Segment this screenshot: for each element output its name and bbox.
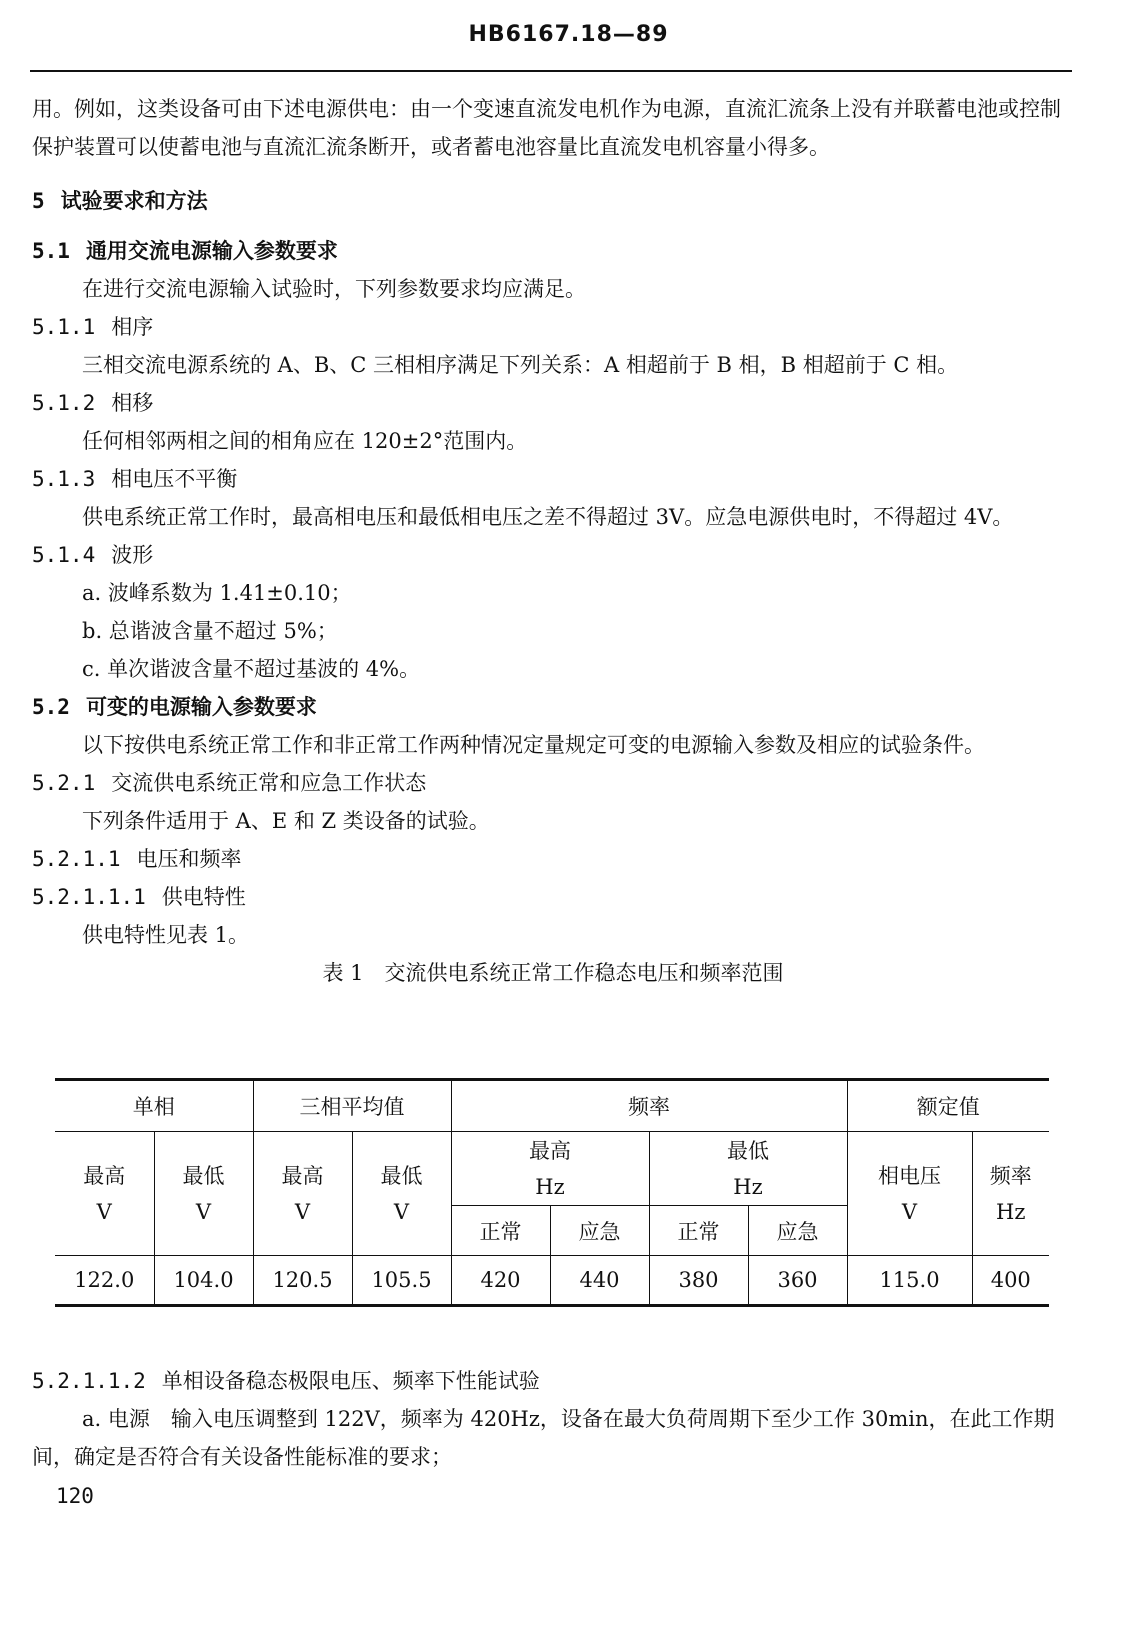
- table-header-cell: [451, 1132, 649, 1206]
- table-cell: 122.0: [55, 1256, 154, 1306]
- section-title: 波形: [111, 543, 154, 567]
- section-5-2-1-1-1-heading: [32, 878, 1074, 916]
- table-cell: 120.5: [253, 1256, 352, 1306]
- section-5-1-text: 在进行交流电源输入试验时，下列参数要求均应满足。: [82, 277, 586, 301]
- document-code-header: HB6167.18—89: [468, 22, 669, 47]
- table-header-cell: [352, 1132, 451, 1256]
- section-5-1-3-heading: [32, 460, 1074, 498]
- section-number: 5.1.4: [32, 543, 96, 567]
- section-title: 相电压不平衡: [111, 467, 238, 491]
- section-number: 5.1: [32, 239, 70, 263]
- col-unit: V: [393, 1199, 410, 1224]
- table-header-single-phase: 单相: [55, 1080, 253, 1132]
- list-item: a. 波峰系数为 1.41±0.10；: [82, 581, 352, 605]
- table-header-cell: [972, 1132, 1049, 1256]
- table-header-cell: [55, 1132, 154, 1256]
- table-cell: 104.0: [154, 1256, 253, 1306]
- list-item: c. 单次谐波含量不超过基波的 4%。: [82, 657, 421, 681]
- table-header-cell: [154, 1132, 253, 1256]
- table-caption: 表 1 交流供电系统正常工作稳态电压和频率范围: [322, 961, 784, 985]
- section-number: 5.2: [32, 695, 70, 719]
- section-title: 电压和频率: [136, 847, 242, 871]
- supply-characteristics-table: [55, 1078, 1049, 1307]
- col-label: 最低: [380, 1163, 423, 1188]
- table-header-cell: 应急: [550, 1206, 649, 1256]
- section-5-2-1-heading: [32, 764, 1074, 802]
- section-5-2-1-1-1-text: 供电特性见表 1。: [82, 923, 250, 947]
- table-cell: 420: [451, 1256, 550, 1306]
- section-number: 5.1.3: [32, 467, 96, 491]
- table-header-cell: [253, 1132, 352, 1256]
- col-label: 相电压: [878, 1163, 941, 1188]
- table-header-cell: 应急: [748, 1206, 847, 1256]
- col-label: 最高: [281, 1163, 324, 1188]
- section-number: 5.2.1: [32, 771, 96, 795]
- section-5-1-4-heading: [32, 536, 1074, 574]
- section-5-1-1-heading: [32, 308, 1074, 346]
- table-header-cell: 正常: [451, 1206, 550, 1256]
- table-header-cell: [649, 1132, 847, 1206]
- table-cell: 380: [649, 1256, 748, 1306]
- section-5-2-text: 以下按供电系统正常工作和非正常工作两种情况定量规定可变的电源输入参数及相应的试验条件。: [82, 733, 985, 757]
- section-number: 5: [32, 189, 45, 213]
- table-row: [55, 1256, 1049, 1306]
- section-5-2-1-1-2-heading: [32, 1362, 1074, 1400]
- section-title: 单相设备稳态极限电压、频率下性能试验: [161, 1369, 540, 1393]
- section-title: 供电特性: [161, 885, 246, 909]
- document-body: [32, 90, 1074, 990]
- section-5-1-2-heading: [32, 384, 1074, 422]
- section-title: 试验要求和方法: [60, 189, 208, 213]
- table-cell: 360: [748, 1256, 847, 1306]
- table-header-cell: [847, 1132, 972, 1256]
- section-number: 5.2.1.1.2: [32, 1369, 146, 1393]
- section-5-1-heading: [32, 232, 1074, 270]
- section-title: 通用交流电源输入参数要求: [85, 239, 338, 263]
- table-header-rated: 额定值: [847, 1080, 1049, 1132]
- section-number: 5.2.1.1: [32, 847, 121, 871]
- table-cell: 105.5: [352, 1256, 451, 1306]
- page-number: 120: [56, 1484, 94, 1508]
- table-cell: 440: [550, 1256, 649, 1306]
- section-title: 可变的电源输入参数要求: [85, 695, 317, 719]
- post-table-section: [32, 1362, 1074, 1476]
- col-unit: Hz: [996, 1199, 1026, 1224]
- header-rule: [30, 70, 1072, 72]
- table-header-cell: 正常: [649, 1206, 748, 1256]
- col-label: 最高: [529, 1138, 571, 1163]
- section-number: 5.1.1: [32, 315, 96, 339]
- section-5-1-3-text: 供电系统正常工作时，最高相电压和最低相电压之差不得超过 3V。应急电源供电时，不得超过 4V。: [82, 505, 1014, 529]
- section-number: 5.2.1.1.1: [32, 885, 146, 909]
- table-cell: 115.0: [847, 1256, 972, 1306]
- col-unit: V: [901, 1199, 918, 1224]
- col-unit: V: [294, 1199, 311, 1224]
- intro-paragraph: 用。例如，这类设备可由下述电源供电：由一个变速直流发电机作为电源，直流汇流条上没有并联蓄电池或控制保护装置可以使蓄电池与直流汇流条断开，或者蓄电池容量比直流发电机容量小得多。: [32, 97, 1061, 159]
- table-header-frequency: 频率: [451, 1080, 847, 1132]
- section-5-heading: [32, 182, 1074, 220]
- section-5-2-1-1-2-text: a. 电源 输入电压调整到 122V，频率为 420Hz，设备在最大负荷周期下至少工作 30min，在此工作期间，确定是否符合有关设备性能标准的要求；: [32, 1407, 1055, 1469]
- section-5-1-2-text: 任何相邻两相之间的相角应在 120±2°范围内。: [82, 429, 528, 453]
- section-title: 相移: [111, 391, 154, 415]
- col-unit: Hz: [733, 1174, 763, 1199]
- col-unit: V: [195, 1199, 212, 1224]
- col-label: 最低: [182, 1163, 225, 1188]
- col-unit: V: [96, 1199, 112, 1224]
- col-label: 最高: [83, 1163, 126, 1188]
- section-number: 5.1.2: [32, 391, 96, 415]
- section-5-2-heading: [32, 688, 1074, 726]
- col-unit: Hz: [535, 1174, 565, 1199]
- table-header-three-phase-average: 三相平均值: [253, 1080, 451, 1132]
- table-cell: 400: [972, 1256, 1049, 1306]
- section-title: 相序: [111, 315, 154, 339]
- col-label: 频率: [989, 1163, 1032, 1188]
- section-5-2-1-1-heading: [32, 840, 1074, 878]
- section-title: 交流供电系统正常和应急工作状态: [111, 771, 427, 795]
- list-item: b. 总谐波含量不超过 5%；: [82, 619, 338, 643]
- col-label: 最低: [727, 1138, 769, 1163]
- section-5-2-1-text: 下列条件适用于 A、E 和 Z 类设备的试验。: [82, 809, 490, 833]
- section-5-1-1-text: 三相交流电源系统的 A、B、C 三相相序满足下列关系：A 相超前于 B 相，B 相超前于 C 相。: [82, 353, 959, 377]
